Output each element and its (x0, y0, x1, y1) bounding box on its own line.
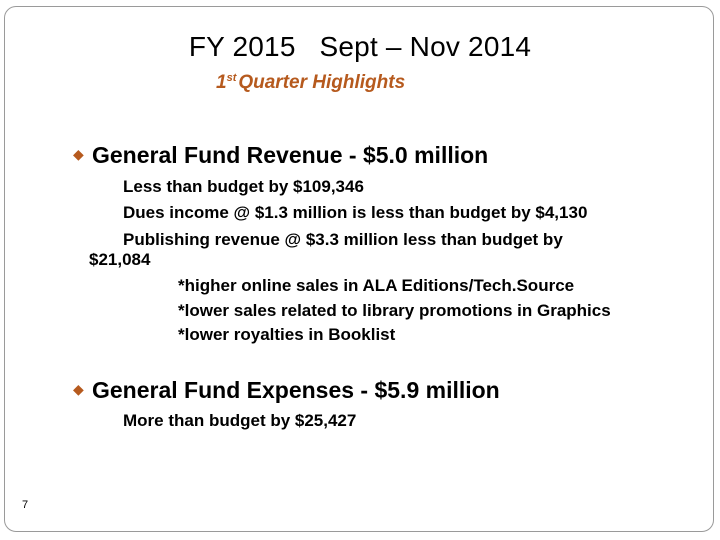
page-number: 7 (22, 499, 29, 511)
revenue-line-2: Dues income @ $1.3 million is less than budget by $4,130 (123, 203, 588, 222)
diamond-bullet-icon: ◆ (73, 146, 84, 162)
expenses-heading: General Fund Expenses - $5.9 million (92, 377, 500, 403)
revenue-line-1: Less than budget by $109,346 (123, 177, 364, 196)
revenue-note-3: *lower royalties in Booklist (178, 325, 396, 344)
diamond-bullet-icon: ◆ (73, 381, 84, 397)
subtitle-superscript: st (226, 72, 237, 84)
expenses-line-1: More than budget by $25,427 (123, 411, 357, 430)
revenue-note-1: *higher online sales in ALA Editions/Tech.Source (178, 276, 575, 295)
revenue-heading: General Fund Revenue - $5.0 million (92, 142, 489, 168)
slide-title: FY 2015 Sept – Nov 2014 (188, 31, 532, 62)
revenue-heading-row (73, 142, 488, 169)
revenue-line-3: Publishing revenue @ $3.3 million less than budget by (123, 230, 563, 249)
revenue-note-2: *lower sales related to library promotions in Graphics (178, 301, 611, 320)
expenses-heading-row (73, 377, 500, 404)
subtitle-rest: Quarter Highlights (238, 72, 406, 93)
slide-subtitle (216, 72, 405, 94)
subtitle-lead: 1 (216, 72, 227, 93)
revenue-line-4: $21,084 (89, 250, 151, 269)
